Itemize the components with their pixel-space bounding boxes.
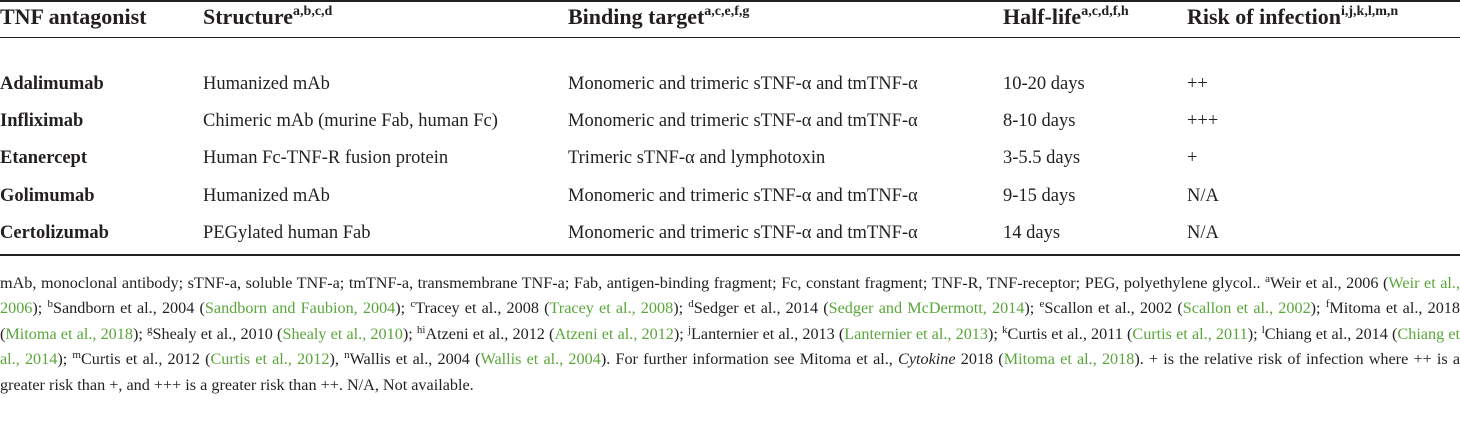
drug-name: Golimumab	[0, 186, 95, 206]
half-life-cell: 8-10 days	[1003, 111, 1076, 131]
footnote-ref: $^m$Curtis et al., 2012 (Curtis et al., 2012),	[72, 349, 345, 369]
citation-link[interactable]: Wallis et al., 2004	[480, 350, 601, 369]
table-bottom-rule	[0, 254, 1460, 256]
risk-cell: N/A	[1187, 223, 1219, 243]
citation-link[interactable]: Scallon et al., 2002	[1182, 299, 1311, 318]
binding-target-cell: Monomeric and trimeric sTNF-α and tmTNF-α	[568, 74, 918, 94]
risk-cell: +++	[1187, 111, 1219, 131]
drug-name: Infliximab	[0, 111, 84, 131]
citation-link[interactable]: Sedger and McDermott, 2014	[828, 299, 1025, 318]
footnote-ref: $^f$Mitoma et al., 2018 (Mitoma et al., 2018);	[0, 298, 1460, 343]
citation-link[interactable]: Chiang et al., 2014	[0, 324, 1460, 369]
header-tnf-antagonist: TNF antagonist	[0, 4, 147, 29]
citation-link[interactable]: Mitoma et al., 2018	[5, 324, 133, 343]
citation-link[interactable]: Atzeni et al., 2012	[554, 324, 674, 343]
binding-target-cell: Monomeric and trimeric sTNF-α and tmTNF-α	[568, 223, 918, 243]
header-binding-target: Binding target$^{a,c,e,f,g}$	[568, 4, 750, 29]
structure-cell: Humanized mAb	[203, 74, 330, 94]
table-footnote	[0, 272, 1460, 397]
drug-name: Etanercept	[0, 148, 87, 168]
citation-link[interactable]: Mitoma et al., 2018	[1003, 350, 1135, 369]
citation-link[interactable]: Shealy et al., 2010	[282, 324, 403, 343]
footnote-ref: $^d$Sedger et al., 2014 (Sedger and McDermott, 2014);	[688, 298, 1040, 318]
table-header-rule	[0, 37, 1460, 38]
structure-cell: Human Fc-TNF-R fusion protein	[203, 148, 449, 168]
half-life-cell: 9-15 days	[1003, 186, 1076, 206]
citation-link[interactable]: Curtis et al., 2011	[1132, 324, 1248, 343]
footnote-ref: $^k$Curtis et al., 2011 (Curtis et al., 2011);	[1002, 323, 1262, 343]
footnote-ref: $^l$Chiang et al., 2014 (Chiang et al., 2014);	[0, 323, 1460, 369]
table-top-rule	[0, 0, 1460, 2]
citation-link[interactable]: Tracey et al., 2008	[549, 299, 674, 318]
citation-link[interactable]: Sandborn and Faubion, 2004	[204, 299, 396, 318]
footnote-ref: $^j$Lanternier et al., 2013 (Lanternier et al., 2013);	[687, 323, 1003, 343]
binding-target-cell: Trimeric sTNF-α and lymphotoxin	[568, 148, 826, 168]
binding-target-cell: Monomeric and trimeric sTNF-α and tmTNF-α	[568, 111, 918, 131]
structure-cell: Humanized mAb	[203, 186, 330, 206]
drug-name: Certolizumab	[0, 223, 109, 243]
structure-cell: PEGylated human Fab	[203, 223, 371, 243]
footnote-ref: $^g$Shealy et al., 2010 (Shealy et al., 2010);	[147, 323, 417, 343]
header-structure: Structure$^{a,b,c,d}$	[203, 4, 333, 29]
half-life-cell: 10-20 days	[1003, 74, 1085, 94]
footnote-further-info: For further information see Mitoma et al., Cytokine 2018 (Mitoma et al., 2018). + is the relative risk of infection where ++ is a greater risk than +, and +++ is a greater risk than ++. N/A, Not available.	[0, 350, 1460, 394]
footnote-ref: $^c$Tracey et al., 2008 (Tracey et al., 2008);	[410, 298, 689, 318]
risk-cell: ++	[1187, 74, 1208, 94]
citation-link[interactable]: Lanternier et al., 2013	[844, 324, 988, 343]
header-risk-of-infection: Risk of infection$^{i,j,k,l,m,n}$	[1187, 4, 1399, 29]
risk-cell: +	[1187, 148, 1198, 168]
footnote-ref: $^a$Weir et al., 2006 (Weir et al., 2006);	[0, 273, 1460, 318]
footnote-ref: $^{hi}$Atzeni et al., 2012 (Atzeni et al., 2012);	[416, 323, 688, 343]
drug-name: Adalimumab	[0, 74, 104, 94]
footnote-ref: $^b$Sandborn et al., 2004 (Sandborn and Faubion, 2004);	[47, 298, 411, 318]
binding-target-cell: Monomeric and trimeric sTNF-α and tmTNF-α	[568, 186, 918, 206]
citation-link[interactable]: Weir et al., 2006	[0, 274, 1460, 318]
header-half-life: Half-life$^{a,c,d,f,h}$	[1003, 4, 1129, 29]
half-life-cell: 3-5.5 days	[1003, 148, 1081, 168]
citation-link[interactable]: Curtis et al., 2012	[210, 350, 330, 369]
footnote-ref: $^e$Scallon et al., 2002 (Scallon et al., 2002);	[1039, 298, 1326, 318]
risk-cell: N/A	[1187, 186, 1219, 206]
half-life-cell: 14 days	[1003, 223, 1061, 243]
structure-cell: Chimeric mAb (murine Fab, human Fc)	[203, 111, 498, 131]
footnote-abbreviations: mAb, monoclonal antibody; sTNF-a, soluble TNF-a; tmTNF-a, transmembrane TNF-a; Fab, antigen-binding fragment; Fc, constant fragment; TNF-R, TNF-receptor; PEG, polyethylene glycol..	[0, 274, 1266, 292]
footnote-ref: $^n$Wallis et al., 2004 (Wallis et al., 2004).	[344, 349, 616, 369]
